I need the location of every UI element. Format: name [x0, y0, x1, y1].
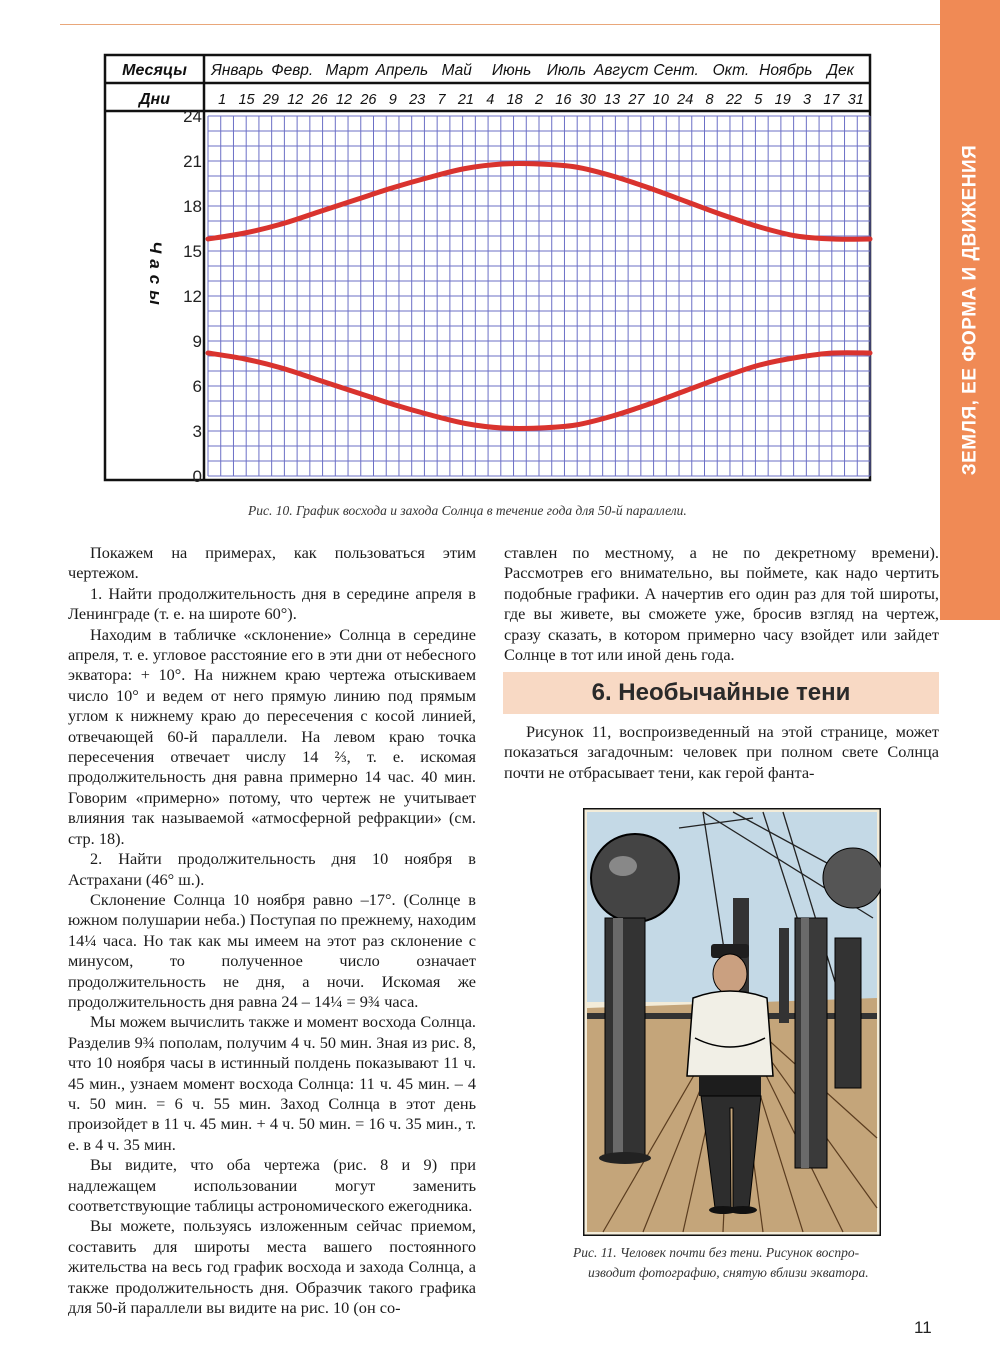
day-label: 12: [335, 92, 353, 108]
day-label: 5: [754, 92, 763, 108]
days-header-label: Дни: [139, 91, 170, 108]
day-label: 26: [311, 92, 328, 108]
day-label: 13: [604, 92, 621, 108]
day-label: 3: [803, 92, 812, 108]
day-label: 9: [388, 92, 397, 108]
chapter-side-tab-label: ЗЕМЛЯ, ЕЕ ФОРМА И ДВИЖЕНИЯ: [959, 144, 981, 476]
months-header-label: Месяцы: [122, 62, 187, 79]
day-label: 27: [628, 92, 645, 108]
month-label: Сент.: [653, 62, 699, 79]
y-tick-label: 15: [183, 242, 202, 261]
sailor-on-deck-illustration: [583, 808, 881, 1236]
day-label: 8: [705, 92, 714, 108]
month-label: Дек: [827, 62, 855, 79]
figure11-caption-line1: Рис. 11. Человек почти без тени. Рисунок воспро-: [573, 1245, 860, 1260]
day-label: 15: [238, 92, 255, 108]
day-label: 18: [506, 92, 523, 108]
month-label: Январь: [211, 62, 264, 79]
day-label: 7: [437, 92, 446, 108]
y-tick-label: 12: [183, 287, 202, 306]
right-text-column-top: [504, 543, 939, 665]
paragraph: Рисунок 11, воспроизведенный на этой странице, может показаться загадочным: человек при полном свете Солнца почти не отбрасывает тени, как герой фанта-: [504, 722, 939, 782]
month-label: Февр.: [271, 62, 314, 79]
right-text-column-bottom: [504, 722, 939, 783]
figure10-caption: Рис. 10. График восхода и захода Солнца в течение года для 50-й параллели.: [248, 503, 687, 518]
paragraph: Мы можем вычислить также и момент восхода Солнца. Разделив 9¾ пополам, получим 4 ч. 50 мин. Зная из рис. 8, что 10 ноября часы в истинный полдень показывают 11 ч. 45 мин., узнаем момент восхода Солнца: 11 ч. 45 мин. – 4 ч. 50 мин. = 6 ч. 55 мин. Заход Солнца в этот день произойдет в 11 ч. 45 мин. + 4 ч. 50 мин. = 16 ч. 35 мин., т. е. в 4 ч. 35 мин.: [68, 1012, 476, 1154]
paragraph: Вы видите, что оба чертежа (рис. 8 и 9) при надлежащем использовании могут заменить соответствующие таблицы астрономического ежегодника.: [68, 1155, 476, 1215]
month-label: Май: [441, 62, 472, 79]
day-label: 2: [534, 92, 544, 108]
paragraph: Вы можете, пользуясь изложенным сейчас приемом, составить для широты места вашего постоянного жительства на весь год график восхода и захода Солнца, а также продолжительность дня. Образчик такого графика для 50-й параллели вы видите на рис. 10 (он со-: [68, 1216, 476, 1318]
month-label: Апрель: [375, 62, 429, 79]
sunrise-sunset-chart: [100, 50, 875, 485]
figure11-caption-line2: изводит фотографию, снятую вблизи экватора.: [588, 1265, 869, 1280]
top-rule: [60, 24, 940, 25]
day-label: 12: [287, 92, 304, 108]
paragraph: Покажем на примерах, как пользоваться этим чертежом.: [68, 543, 476, 583]
paragraph: Склонение Солнца 10 ноября равно –17°. (Солнце в южном полушарии неба.) Поступая по прежнему, находим 14¼ часа. Но так как мы имеем на этот раз склонение с минусом, то полученное число означает продолжительность не дня, а ночи. Искомая же продолжительность дня равна 24 – 14¼ = 9¾ часа.: [68, 889, 476, 1011]
paragraph: Находим в табличке «склонение» Солнца в середине апреля, т. е. угловое расстояние его в эти дни от небесного экватора: + 10°. На нижнем краю чертежа отыскиваем число 10° и ведем от него прямую линию под прямым углом к нижнему краю до пересечения с косой линией, отвечающей 60-й параллели. На левом краю точка пересечения отвечает числу 14 ⅔, т. е. искомая продолжительность дня равна примерно 14 час. 40 мин. Говорим «примерно» потому, что чертеж не учитывает влияния так называемой «атмосферной рефракции» (см. стр. 18).: [68, 624, 476, 848]
y-tick-label: 9: [192, 332, 202, 351]
paragraph: 1. Найти продолжительность дня в середине апреля в Ленинграде (т. е. на широте 60°).: [68, 583, 476, 624]
day-label: 17: [823, 92, 840, 108]
month-label: Август: [594, 62, 649, 79]
day-label: 23: [409, 92, 426, 108]
day-label: 31: [847, 92, 864, 108]
month-label: Окт.: [712, 62, 750, 79]
day-label: 1: [218, 92, 227, 108]
y-tick-label: 3: [192, 422, 202, 441]
y-axis-label: Часы: [146, 241, 165, 311]
y-tick-label: 18: [183, 197, 202, 216]
day-label: 4: [486, 92, 495, 108]
month-label: Ноябрь: [759, 62, 813, 79]
day-label: 21: [457, 92, 474, 108]
day-label: 10: [652, 92, 669, 108]
day-label: 22: [725, 92, 743, 108]
y-tick-label: 21: [183, 152, 202, 171]
left-text-column: [68, 543, 476, 1318]
day-label: 26: [360, 92, 377, 108]
day-label: 16: [555, 92, 572, 108]
section-heading: 6. Необычайные тени: [591, 679, 851, 706]
month-label: Июнь: [491, 62, 532, 79]
day-label: 24: [677, 92, 694, 108]
month-label: Июль: [546, 62, 587, 79]
paragraph: ставлен по местному, а не по декретному времени). Рассмотрев его внимательно, вы поймете, как надо чертить подобные графики. А начертив его один раз для той широты, где вы живете, вы сможете уже, бросив взгляд на чертеж, сразу сказать, в котором примерно часу взойдет или зайдет Солнце в тот или иной день года.: [504, 543, 939, 665]
y-tick-label: 6: [192, 377, 202, 396]
page-number: 11: [914, 1318, 932, 1337]
y-tick-label: 0: [192, 467, 202, 485]
day-label: 29: [262, 92, 279, 108]
y-tick-label: 24: [183, 107, 202, 126]
month-label: Март: [325, 62, 369, 79]
day-label: 30: [579, 92, 596, 108]
paragraph: 2. Найти продолжительность дня 10 ноября в Астрахани (46° ш.).: [68, 849, 476, 889]
day-label: 19: [774, 92, 791, 108]
